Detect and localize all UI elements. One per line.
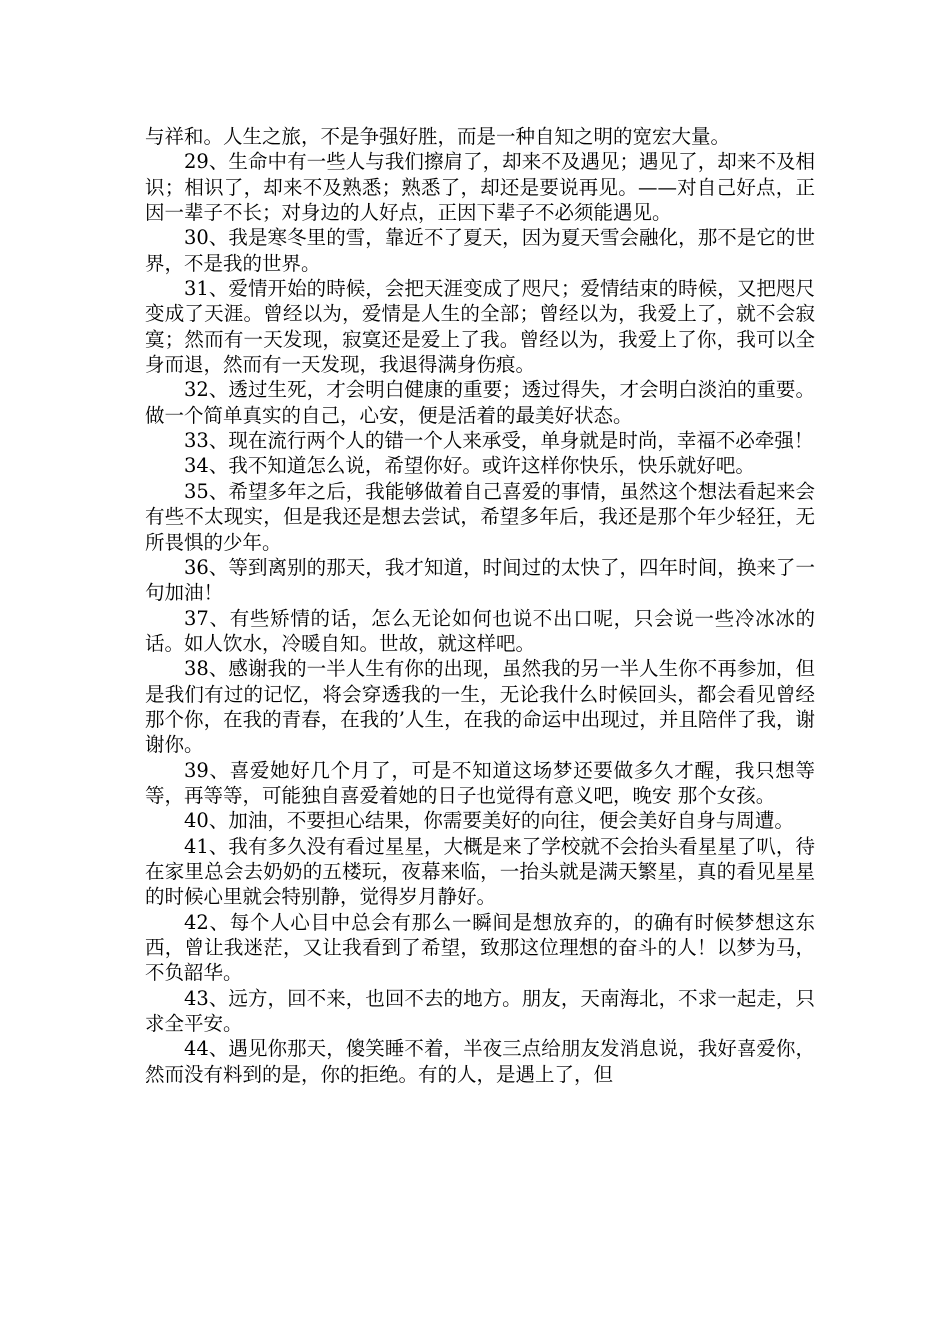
paragraph-33: 33、现在流行两个人的错一个人来承受，单身就是时尚，幸福不必牵强！ [184, 429, 814, 453]
paragraph-36: 36、等到离别的那天，我才知道，时间过的太快了，四年时间，换来了一句加油！ [145, 555, 815, 605]
paragraph-41: 41、我有多久没有看过星星，大概是来了学校就不会抬头看星星了叭，待在家里总会去奶奶的五楼玩，夜幕来临，一抬头就是满天繁星，真的看见星星的时候心里就会特别静，觉得岁月静好。 [145, 834, 815, 909]
paragraph-35: 35、希望多年之后，我能够做着自己喜爱的事情，虽然这个想法看起来会有些不太现实，但是我还是想去尝试，希望多年后，我还是那个年少轻狂，无所畏惧的少年。 [145, 479, 815, 554]
paragraph-42: 42、每个人心目中总会有那么一瞬间是想放弃的，的确有时候梦想这东西，曾让我迷茫，又让我看到了希望，致那这位理想的奋斗的人！以梦为马，不负韶华。 [145, 910, 815, 985]
paragraph-32: 32、透过生死，才会明白健康的重要；透过得失，才会明白淡泊的重要。做一个简单真实的自己，心安，便是活着的最美好状态。 [145, 378, 815, 427]
paragraph-40: 40、加油，不要担心结果，你需要美好的向往，便会美好自身与周遭。 [184, 809, 794, 833]
paragraph-continuation: 与祥和。人生之旅，不是争强好胜，而是一种自知之明的宽宏大量。 [145, 125, 731, 148]
paragraph-39: 39、喜爱她好几个月了，可是不知道这场梦还要做多久才醒，我只想等等，再等等，可能独自喜爱着她的日子也觉得有意义吧，晚安 那个女孩。 [145, 758, 815, 807]
paragraph-29: 29、生命中有一些人与我们擦肩了，却来不及遇见；遇见了，却来不及相识；相识了，却来不及熟悉；熟悉了，却还是要说再见。——对自己好点，正因一辈子不长；对身边的人好点，正因下辈子不必须能遇见。 [145, 150, 815, 225]
paragraph-37: 37、有些矫情的话，怎么无论如何也说不出口呢，只会说一些冷冰冰的话。如人饮水，冷暖自知。世故，就这样吧。 [145, 606, 815, 655]
paragraph-34: 34、我不知道怎么说，希望你好。或许这样你快乐，快乐就好吧。 [184, 454, 755, 478]
paragraph-44: 44、遇见你那天，傻笑睡不着，半夜三点给朋友发消息说，我好喜爱你，然而没有料到的是，你的拒绝。有的人，是遇上了，但 [145, 1037, 815, 1086]
paragraph-30: 30、我是寒冬里的雪，靠近不了夏天，因为夏天雪会融化，那不是它的世界，不是我的世界。 [145, 226, 815, 275]
document-body [145, 124, 815, 1087]
paragraph-31: 31、爱情开始的時候，会把天涯变成了咫尺；爱情结束的時候，又把咫尺变成了天涯。曾经以为，爱情是人生的全部；曾经以为，我爱上了，就不会寂寞；然而有一天发现，寂寞还是爱上了我。曾经以为，我爱上了你，我可以全身而退，然而有一天发现，我退得满身伤痕。 [145, 277, 815, 377]
paragraph-43: 43、远方，回不来，也回不去的地方。朋友，天南海北，不求一起走，只求全平安。 [145, 986, 815, 1036]
paragraph-38: 38、感谢我的一半人生有你的出现，虽然我的另一半人生你不再参加，但是我们有过的记忆，将会穿透我的一生，无论我什么时候回头，都会看见曾经那个你，在我的青春，在我的’人生，在我的命运中出现过，并且陪伴了我，谢谢你。 [145, 657, 815, 757]
